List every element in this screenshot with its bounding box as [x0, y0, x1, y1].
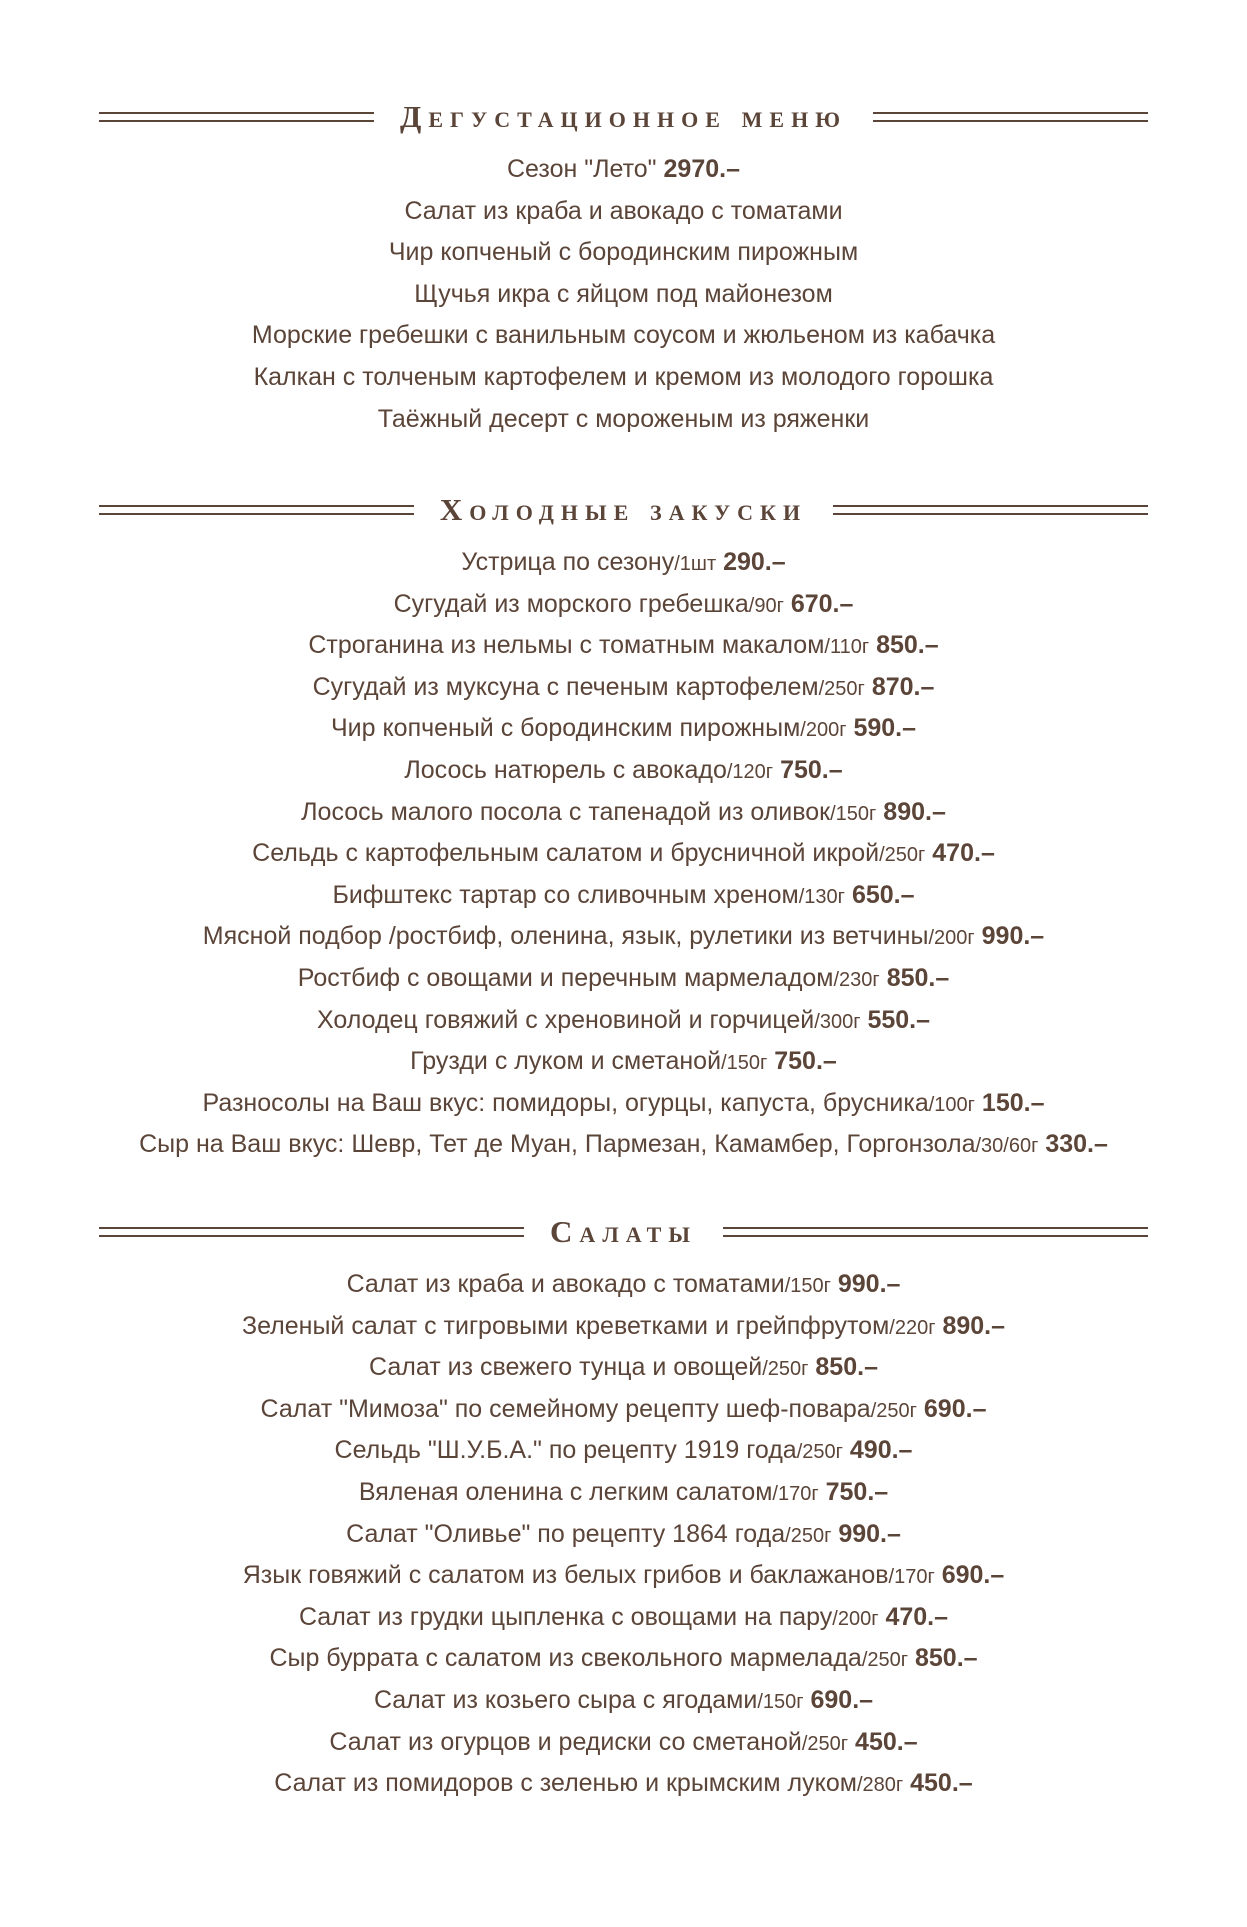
item-weight: /250г	[785, 1524, 832, 1547]
item-price: 850.–	[815, 1353, 878, 1382]
item-weight: /100г	[928, 1093, 975, 1116]
item-price: 690.–	[810, 1685, 874, 1714]
item-price: 150.–	[981, 1088, 1045, 1117]
menu-item	[0, 750, 1247, 792]
item-price: 690.–	[941, 1561, 1005, 1590]
item-weight: /230г	[833, 968, 880, 991]
item-price: 330.–	[1045, 1130, 1108, 1159]
cold-list	[0, 542, 1247, 1166]
item-price: 890.–	[883, 797, 946, 826]
item-name: Чир копченый с бородинским пирожным	[330, 714, 801, 743]
section-header	[99, 95, 1148, 139]
course-item: Чир копченый с бородинским пирожным	[388, 238, 859, 267]
section-title: Холодные закуски	[439, 492, 808, 527]
double-rule-left	[99, 505, 414, 515]
item-name: Разносолы на Ваш вкус: помидоры, огурцы, капуста, брусника	[202, 1088, 929, 1117]
item-weight: /200г	[800, 719, 847, 742]
item-name: Сугудай из муксуна с печеным картофелем	[312, 672, 819, 701]
item-name: Салат из свежего тунца и овощей	[369, 1353, 763, 1382]
menu-item	[0, 1041, 1247, 1083]
menu-item	[0, 792, 1247, 834]
item-price: 750.–	[825, 1477, 889, 1506]
item-weight: /90г	[748, 594, 784, 617]
menu-item	[0, 1514, 1247, 1556]
section-title: Салаты	[550, 1214, 697, 1249]
item-price: 750.–	[774, 1047, 837, 1076]
item-weight: /300г	[814, 1010, 861, 1033]
section-tasting-menu	[0, 95, 1247, 440]
menu-item	[0, 1000, 1247, 1042]
item-price: 990.–	[837, 1270, 901, 1298]
item-price: 990.–	[838, 1519, 901, 1548]
section-title: Дегустационное меню	[400, 99, 847, 134]
item-name: Салат из козьего сыра с ягодами	[373, 1685, 758, 1714]
menu-item	[0, 708, 1247, 750]
item-name: Сельдь с картофельным салатом и брусничной икрой	[252, 839, 880, 868]
item-name: Лосось малого посола с тапенадой из оливок	[301, 797, 831, 826]
menu-item	[0, 1680, 1247, 1722]
double-rule-left	[99, 112, 374, 122]
item-weight: /200г	[928, 927, 975, 950]
item-price: 490.–	[849, 1436, 913, 1465]
item-name: Устрица по сезону	[461, 548, 675, 576]
season-name: Сезон "Лето"	[507, 155, 657, 183]
item-name: Салат "Оливье" по рецепту 1864 года	[346, 1519, 786, 1548]
menu-item	[0, 1555, 1247, 1597]
menu-item	[0, 875, 1247, 917]
course-item: Щучья икра с яйцом под майонезом	[414, 279, 833, 308]
item-price: 670.–	[790, 589, 854, 618]
item-weight: /30/60г	[975, 1135, 1039, 1158]
item-weight: /120г	[726, 760, 774, 783]
menu-item	[0, 1124, 1247, 1166]
item-price: 990.–	[981, 922, 1045, 951]
double-rule-left	[99, 1227, 524, 1237]
item-weight: /200г	[832, 1607, 879, 1630]
section-salads	[0, 1210, 1247, 1805]
menu-item	[0, 1083, 1247, 1125]
menu-item	[0, 625, 1247, 667]
item-weight: /130г	[798, 885, 845, 908]
item-weight: /250г	[861, 1649, 909, 1672]
item-weight: /250г	[762, 1358, 809, 1381]
menu-item	[0, 1430, 1247, 1472]
item-name: Бифштекс тартар со сливочным хреном	[332, 880, 799, 909]
item-weight: /250г	[801, 1732, 849, 1755]
menu-item	[0, 584, 1247, 626]
course-item: Морские гребешки с ванильным соусом и жюльеном из кабачка	[251, 321, 996, 350]
item-price: 870.–	[871, 672, 935, 701]
item-name: Лосось натюрель с авокадо	[404, 755, 727, 784]
salads-list	[0, 1264, 1247, 1805]
menu-item	[0, 916, 1247, 958]
section-header	[99, 488, 1148, 532]
item-weight: /250г	[796, 1441, 843, 1464]
menu-item	[0, 1638, 1247, 1680]
item-name: Салат из огурцов и редиски со сметаной	[329, 1727, 802, 1756]
item-name: Сельдь "Ш.У.Б.А." по рецепту 1919 года	[334, 1436, 797, 1465]
item-name: Грузди с луком и сметаной	[410, 1047, 722, 1076]
menu-item	[0, 667, 1247, 709]
item-price: 750.–	[780, 755, 843, 784]
item-name: Ростбиф с овощами и перечным мармеладом	[297, 963, 834, 992]
item-price: 470.–	[932, 839, 995, 868]
item-price: 850.–	[915, 1644, 978, 1673]
menu-item	[0, 1389, 1247, 1431]
tasting-list	[0, 149, 1247, 440]
item-price: 450.–	[910, 1769, 973, 1798]
item-price: 650.–	[851, 880, 915, 909]
item-price: 550.–	[867, 1005, 931, 1034]
double-rule-right	[723, 1227, 1148, 1237]
menu-item	[0, 1472, 1247, 1514]
section-cold-appetizers	[0, 488, 1247, 1166]
item-weight: /250г	[870, 1399, 917, 1422]
item-price: 470.–	[885, 1602, 949, 1631]
item-name: Мясной подбор /ростбиф, оленина, язык, рулетики из ветчины	[202, 922, 929, 951]
item-price: 690.–	[923, 1394, 987, 1423]
item-weight: /250г	[879, 844, 926, 867]
item-weight: /250г	[818, 677, 865, 700]
double-rule-right	[833, 505, 1148, 515]
item-weight: /220г	[889, 1316, 936, 1339]
item-weight: /170г	[772, 1482, 819, 1505]
menu-item	[0, 542, 1247, 584]
item-weight: /170г	[888, 1566, 935, 1589]
item-name: Сугудай из морского гребешка	[393, 589, 749, 618]
double-rule-right	[873, 112, 1148, 122]
course-item: Салат из краба и авокадо с томатами	[404, 196, 843, 225]
item-price: 850.–	[886, 963, 950, 992]
item-name: Зеленый салат с тигровыми креветками и грейпфрутом	[241, 1311, 890, 1340]
item-weight: /1шт	[674, 553, 717, 575]
item-weight: /110г	[824, 636, 870, 659]
item-price: 890.–	[942, 1311, 1006, 1340]
item-name: Салат "Мимоза" по семейному рецепту шеф-повара	[260, 1394, 871, 1423]
menu-item	[0, 1763, 1247, 1805]
item-name: Сыр на Ваш вкус: Шевр, Тет де Муан, Пармезан, Камамбер, Горгонзола	[139, 1130, 976, 1159]
menu-item	[0, 1597, 1247, 1639]
item-weight: /280г	[856, 1774, 904, 1797]
section-header	[99, 1210, 1148, 1254]
item-name: Вяленая оленина с легким салатом	[358, 1477, 773, 1506]
course-item: Калкан с толченым картофелем и кремом из молодого горошка	[253, 362, 994, 391]
item-name: Строганина из нельмы с томатным макалом	[308, 631, 825, 660]
menu-item	[0, 1306, 1247, 1348]
season-price: 2970.–	[663, 155, 740, 183]
menu-item	[0, 1264, 1247, 1306]
item-weight: /150г	[830, 802, 877, 825]
item-weight: /150г	[784, 1275, 831, 1297]
item-name: Салат из грудки цыпленка с овощами на пару	[298, 1602, 833, 1631]
item-price: 450.–	[855, 1727, 918, 1756]
item-price: 850.–	[876, 631, 939, 660]
item-name: Холодец говяжий с хреновиной и горчицей	[316, 1005, 815, 1034]
item-name: Язык говяжий с салатом из белых грибов и баклажанов	[242, 1561, 889, 1590]
item-weight: /150г	[721, 1052, 768, 1075]
item-weight: /150г	[757, 1690, 804, 1713]
menu-item	[0, 833, 1247, 875]
item-price: 590.–	[853, 714, 917, 743]
item-name: Салат из помидоров с зеленью и крымским луком	[274, 1769, 857, 1798]
menu-item	[0, 1347, 1247, 1389]
item-name: Сыр буррата с салатом из свекольного мармелада	[269, 1644, 862, 1673]
item-price: 290.–	[723, 548, 786, 576]
menu-item	[0, 958, 1247, 1000]
item-name: Салат из краба и авокадо с томатами	[346, 1270, 785, 1298]
menu-item	[0, 1722, 1247, 1764]
season-line	[0, 149, 1247, 191]
course-item: Таёжный десерт с мороженым из ряженки	[377, 404, 870, 433]
